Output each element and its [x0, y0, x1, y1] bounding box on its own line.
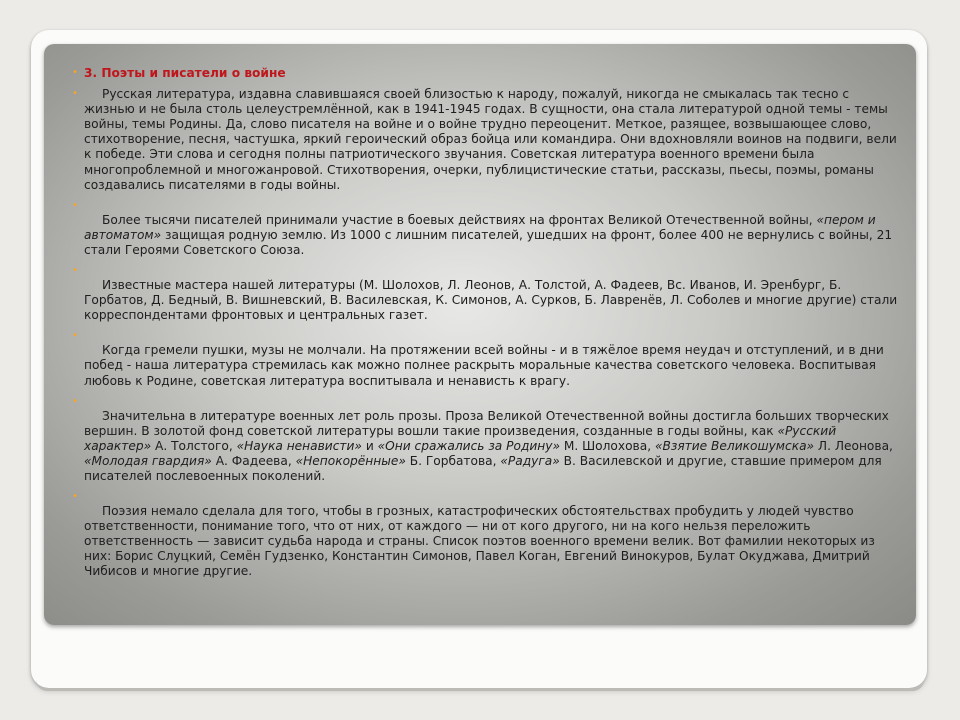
list-item [72, 87, 902, 193]
bullet-icon: • [72, 265, 78, 277]
bullet-icon: • [72, 395, 78, 407]
bullet-icon: • [72, 88, 78, 100]
slide-panel [44, 44, 916, 625]
paragraph-3: Известные мастера нашей литературы (М. Шолохов, Л. Леонов, А. Толстой, А. Фадеев, Вс. Иванов, И. Эренбург, Б. Горбатов, Д. Бедный, В. Вишневский, В. Василевская, К. Симонов, А. Сурков, Б. Лавренёв, Л. Соболев и многие другие) стали корреспондентами фронтовых и центральных газет. [84, 278, 898, 323]
paragraph-4: Когда гремели пушки, музы не молчали. На протяжении всей войны - и в тяжёлое время неудач и отступлений, и в дни побед - наша литература стремилась как можно полнее раскрыть моральные качества советского человека. Воспитывая любовь к Родине, советская литература воспитывала и ненависть к врагу. [84, 343, 884, 388]
bullet-icon: • [72, 330, 78, 342]
bullet-icon: • [72, 67, 78, 78]
list-item [72, 199, 902, 258]
paragraph-5: Значительна в литературе военных лет роль прозы. Проза Великой Отечественной войны достигла больших творческих вершин. В золотой фонд советской литературы вошли такие произведения, созданные в годы войны, как «Русский характер» А. Толстого, «Наука ненависти» и «Они сражались за Родину» М. Шолохова, «Взятие Великошумска» Л. Леонова, «Молодая гвардия» А. Фадеева, «Непокорённые» Б. Горбатова, «Радуга» В. Василевской и другие, ставшие примером для писателей послевоенных поколений. [84, 408, 893, 483]
frame-bottom-edge [36, 680, 924, 691]
paragraph-2: Более тысячи писателей принимали участие в боевых действиях на фронтах Великой Отечественной войны, «пером и автоматом» защищая родную землю. Из 1000 с лишним писателей, ушедших на фронт, более 400 не вернулись с войны, 21 стали Героями Советского Союза. [84, 212, 893, 257]
list-item [72, 395, 902, 484]
slide-title: 3. Поэты и писатели о войне [84, 66, 286, 80]
list-item [72, 490, 902, 579]
paragraph-6: Поэзия немало сделала для того, чтобы в грозных, катастрофических обстоятельствах пробудить у людей чувство ответственности, понимание того, что от них, от каждого — ни от кого другого, ни на кого нельзя переложить ответственность — зависит судьба народа и страны. Список поэтов военного времени велик. Вот фамилии некоторых из них: Борис Слуцкий, Семён Гудзенко, Константин Симонов, Павел Коган, Евгений Винокуров, Булат Окуджава, Дмитрий Чибисов и многие другие. [84, 504, 875, 579]
list-item [72, 329, 902, 388]
bullet-icon: • [72, 199, 78, 211]
paragraph-1: Русская литература, издавна славившаяся своей близостью к народу, пожалуй, никогда не смыкалась так тесно с жизнью и не была столь целеустремлённой, как в 1941-1945 годах. В сущности, она стала литературой одной темы - темы войны, темы Родины. Да, слово писателя на войне и о войне трудно переоценит. Меткое, разящее, возвышающее слово, стихотворение, песня, частушка, яркий героический образ бойца или командира. Они вдохновляли воинов на подвиги, вели к победе. Эти слова и сегодня полны патриотического звучания. Советская литература военного времени была многопроблемной и многожанровой. Стихотворения, очерки, публицистические статьи, рассказы, пьесы, поэмы, романы создавались писателями в годы войны. [84, 87, 897, 192]
list-item [72, 66, 902, 81]
list-item [72, 264, 902, 323]
bullet-icon: • [72, 491, 78, 503]
slide-content [72, 66, 902, 586]
